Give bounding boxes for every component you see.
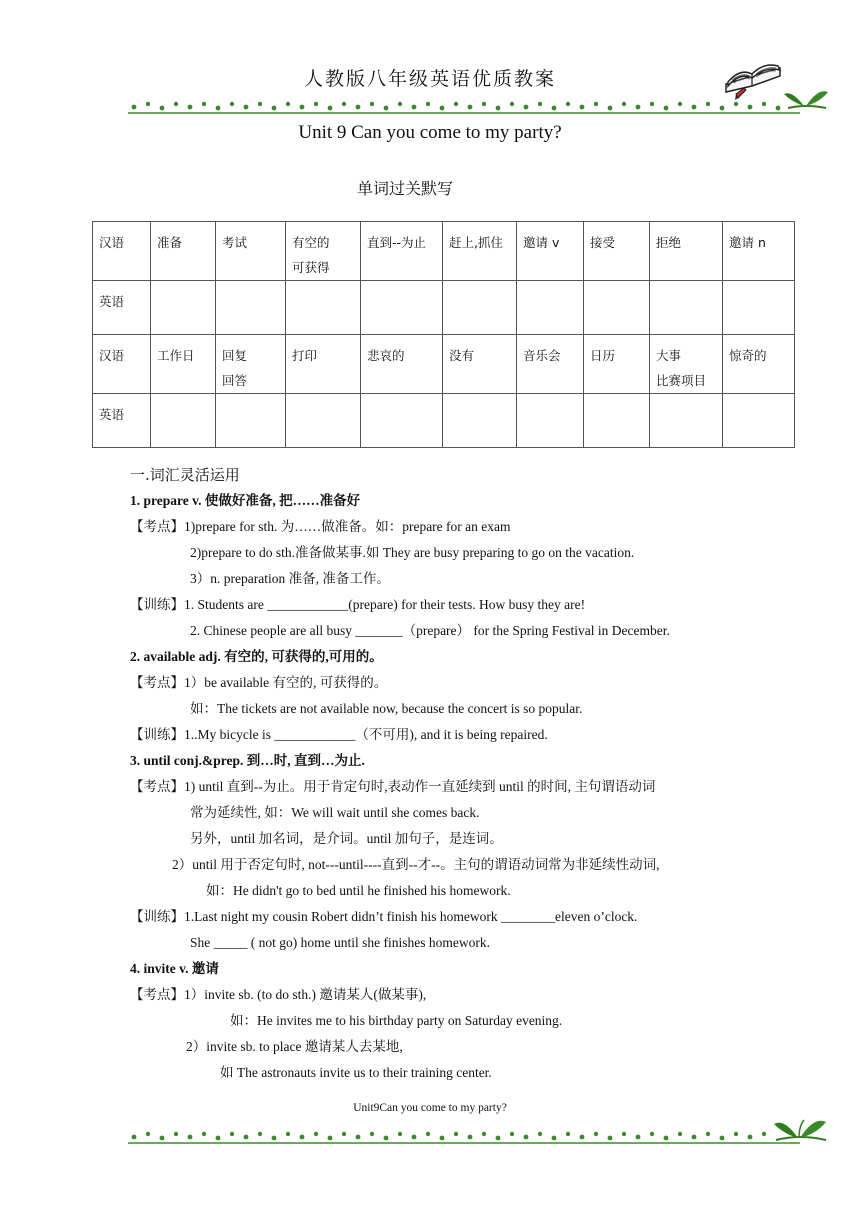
exercise-line: 2）invite sb. to place 邀请某人去某地, xyxy=(186,1039,403,1054)
footer-text: Unit9Can you come to my party? xyxy=(353,1102,507,1114)
item-heading: 1. prepare v. 使做好准备, 把……准备好 xyxy=(130,493,361,508)
exercise-line: 如：He didn't go to bed until he finished his homework. xyxy=(206,883,511,898)
exercise-line: 另外，until 加名词，是介词。until 加句子，是连词。 xyxy=(190,831,503,846)
item-heading: 4. invite v. 邀请 xyxy=(130,961,219,976)
item-heading: 2. available adj. 有空的, 可获得的,可用的。 xyxy=(130,649,383,664)
table-cell: 邀请 v xyxy=(517,222,584,281)
answer-cell[interactable] xyxy=(584,281,650,335)
answer-cell[interactable] xyxy=(286,281,361,335)
table-row xyxy=(93,222,795,281)
exercise-line: 如 The astronauts invite us to their training center. xyxy=(220,1065,492,1080)
vine-divider-bottom xyxy=(128,1128,800,1146)
answer-cell[interactable] xyxy=(216,394,286,448)
table-cell: 打印 xyxy=(286,335,361,394)
exercise-line: 常为延续性, 如：We will wait until she comes back. xyxy=(190,805,480,820)
answer-cell[interactable] xyxy=(517,281,584,335)
vocab-dictation-title: 单词过关默写 xyxy=(356,179,453,198)
exercise-line: 【考点】1）invite sb. (to do sth.) 邀请某人(做某事), xyxy=(130,987,427,1002)
exercise-line: 【训练】1..My bicycle is ____________（不可用), and it is being repaired. xyxy=(130,727,548,742)
exercise-line: 【训练】1. Students are ____________(prepare) for their tests. How busy they are! xyxy=(130,597,586,612)
answer-cell[interactable] xyxy=(151,394,216,448)
item-heading: 3. until conj.&prep. 到…时, 直到…为止. xyxy=(130,753,365,768)
exercise-line: 【考点】1) until 直到--为止。用于肯定句时,表动作一直延续到 until 的时间, 主句谓语动词 xyxy=(130,779,656,794)
table-cell: 工作日 xyxy=(151,335,216,394)
table-cell: 汉语 xyxy=(93,335,151,394)
exercise-line: 【训练】1.Last night my cousin Robert didn’t finish his homework ________eleven o’clock. xyxy=(130,909,638,924)
table-cell: 直到--为止 xyxy=(361,222,443,281)
answer-cell[interactable] xyxy=(151,281,216,335)
exercise-line: 如：He invites me to his birthday party on Saturday evening. xyxy=(230,1013,563,1028)
answer-cell[interactable] xyxy=(443,394,517,448)
header-title: 人教版八年级英语优质教案 xyxy=(303,69,556,90)
sprout-icon xyxy=(772,1112,828,1144)
exercise-line: 2）until 用于否定句时, not---until----直到--才--。主句的谓语动词常为非延续性动词, xyxy=(172,857,660,872)
open-book-icon xyxy=(722,54,784,102)
table-cell: 音乐会 xyxy=(517,335,584,394)
answer-cell[interactable] xyxy=(723,394,795,448)
answer-cell[interactable] xyxy=(216,281,286,335)
vine-divider-top xyxy=(128,98,800,116)
exercise-content xyxy=(130,488,770,1088)
exercise-line: 如：The tickets are not available now, because the concert is so popular. xyxy=(190,701,583,716)
exercise-line: 2. Chinese people are all busy _______（prepare） for the Spring Festival in December. xyxy=(190,623,670,638)
exercise-line: She _____ ( not go) home until she finishes homework. xyxy=(190,935,490,950)
table-cell: 拒绝 xyxy=(650,222,723,281)
answer-cell[interactable] xyxy=(361,281,443,335)
answer-cell[interactable] xyxy=(723,281,795,335)
vocab-table xyxy=(92,221,795,448)
exercise-line: 3）n. preparation 准备, 准备工作。 xyxy=(190,571,390,586)
answer-cell[interactable] xyxy=(443,281,517,335)
answer-cell[interactable] xyxy=(650,394,723,448)
table-cell: 回复 回答 xyxy=(216,335,286,394)
table-cell: 日历 xyxy=(584,335,650,394)
table-cell: 邀请 n xyxy=(723,222,795,281)
table-cell: 准备 xyxy=(151,222,216,281)
table-row xyxy=(93,281,795,335)
sprout-icon xyxy=(782,84,830,112)
table-cell: 英语 xyxy=(93,394,151,448)
unit-title: Unit 9 Can you come to my party? xyxy=(298,122,562,143)
table-cell: 赶上,抓住 xyxy=(443,222,517,281)
answer-cell[interactable] xyxy=(517,394,584,448)
exercise-line: 【考点】1)prepare for sth. 为……做准备。如：prepare for an exam xyxy=(130,519,511,534)
table-cell: 没有 xyxy=(443,335,517,394)
exercise-line: 【考点】1）be available 有空的, 可获得的。 xyxy=(130,675,388,690)
answer-cell[interactable] xyxy=(584,394,650,448)
table-cell: 考试 xyxy=(216,222,286,281)
table-cell: 有空的 可获得 xyxy=(286,222,361,281)
answer-cell[interactable] xyxy=(361,394,443,448)
answer-cell[interactable] xyxy=(650,281,723,335)
table-cell: 接受 xyxy=(584,222,650,281)
section-heading: 一.词汇灵活运用 xyxy=(130,466,240,484)
table-row xyxy=(93,394,795,448)
table-cell: 悲哀的 xyxy=(361,335,443,394)
table-cell: 惊奇的 xyxy=(723,335,795,394)
table-cell: 大事 比赛项目 xyxy=(650,335,723,394)
table-cell: 汉语 xyxy=(93,222,151,281)
exercise-line: 2)prepare to do sth.准备做某事.如 They are busy preparing to go on the vacation. xyxy=(190,545,635,560)
answer-cell[interactable] xyxy=(286,394,361,448)
table-cell: 英语 xyxy=(93,281,151,335)
table-row xyxy=(93,335,795,394)
